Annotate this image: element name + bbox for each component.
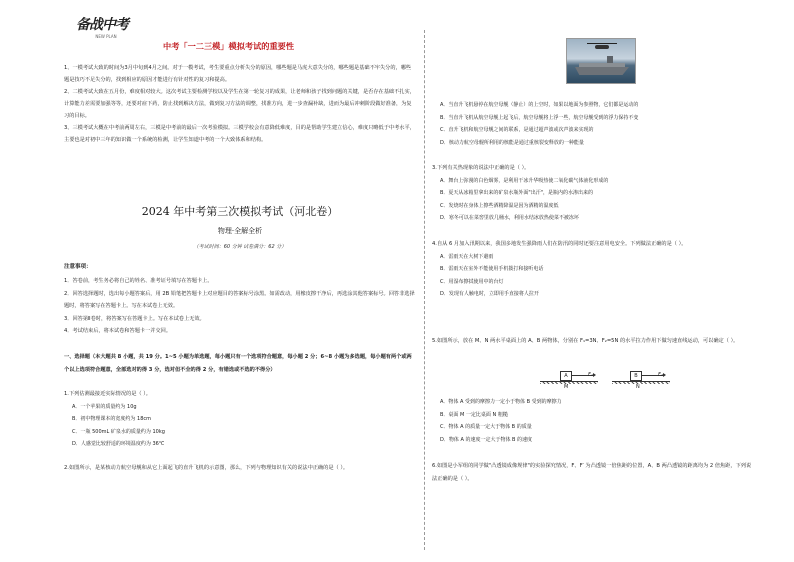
table-n: [612, 381, 670, 384]
option: B．夏天从冰箱里拿出来的矿泉水瓶外面"出汗"，是瓶内的水渗出来的: [440, 190, 594, 196]
helicopter-shape: [595, 45, 609, 49]
option: C．物体 A 的质量一定大于物体 B 的质量: [440, 424, 532, 430]
logo-text: 备战中考: [76, 17, 128, 33]
force-arrow-f1: [572, 372, 594, 378]
notes-title: 注意事项：: [64, 264, 92, 270]
question-3: [432, 162, 754, 225]
intro-paragraph: 1、一模考试大致的时间为3月中旬到4月之间。对于一模考试，考生要重点分析失分的原因，哪些题是马虎大意失分的，哪些题是基础不牢失分的，哪些题是技巧不足失分的，找到相应的原因才能进行有针对性的复习和提高。: [64, 65, 412, 83]
column-divider: [424, 30, 425, 550]
question-stem: 1.下列估测最接近实际情况的是（ ）。: [64, 391, 151, 397]
note-item: 2．回答选择题时，选出每小题答案后，用 2B 铅笔把答题卡上对应题目的答案标号涂黑。如需改动，用橡皮擦干净后，再选涂其他答案标号。回答非选择题时，将答案写在答题卡上。写在本试卷上无效。: [64, 290, 415, 309]
logo-subtext: NEW PLAN: [95, 34, 117, 39]
force-label-f2: F₂: [658, 372, 663, 378]
block-a: A: [560, 371, 572, 381]
option: D．发现有人触电时，立即用手直接将人拉开: [440, 291, 539, 297]
table-m-label: M: [564, 384, 569, 390]
option: B．雷雨天在室外不能使用手机拨打和接听电话: [440, 266, 544, 272]
option: A．舞台上弥漫的白色烟雾，是利用干冰升华吸热使二氧化碳气体液化形成的: [440, 177, 609, 184]
option: A．一个苹果的质量约为 10g: [72, 403, 137, 410]
question-2: [64, 462, 416, 475]
force-arrow-f2: [642, 372, 664, 378]
note-item: 4．考试结束后，将本试卷和答题卡一并交回。: [64, 328, 172, 334]
question-6: [432, 460, 754, 485]
note-item: 1．答卷前，考生务必将自己的姓名、准考证号填写在答题卡上。: [64, 278, 213, 284]
option: D．物体 A 的速度一定大于物体 B 的速度: [440, 436, 533, 443]
question-2-options: [432, 99, 754, 149]
option: B．当直升飞机从航空母舰上起飞后，航空母舰将上浮一些，航空母舰受到的浮力保持不变: [440, 114, 639, 121]
question-stem: 4.自从 6 月加入汛期以来，我国多地发生强降雨人们在防汛的同时还要注意用电安全。下列做法正确的是（ ）。: [432, 241, 687, 247]
question-stem: 3.下列有关热现象的说法中正确的是（ ）。: [432, 165, 530, 171]
section-heading: 一、选择题（本大题共 8 小题，共 19 分。1~5 小题为单选题，每小题只有一个选项符合题意，每小题 2 分；6~8 小题为多选题，每小题有两个或两个以上选项符合题意，全部选对的得 3 分，选对但不全的得 2 分，有错选或不选的不得分）: [64, 354, 412, 373]
aircraft-carrier-image: [566, 38, 636, 84]
option: C．一瓶 500mL 矿泉水的质量约为 10kg: [72, 428, 165, 435]
ship-hull-shape: [575, 67, 629, 75]
question-stem: 2.如图所示，是某核动力航空母舰和从它上面起飞的直升飞机的示意图，那么，下列与物理知识有关的说法中正确的是（ ）。: [64, 465, 349, 471]
table-n-label: N: [636, 384, 640, 390]
option: C．发烧时在身体上擦些酒精降温是因为酒精的温度低: [440, 202, 559, 209]
intro-text: [64, 62, 416, 146]
question-5-options: [432, 396, 754, 446]
force-label-f1: F₁: [588, 372, 593, 378]
question-5: [432, 335, 754, 348]
exam-title: 2024 年中考第三次模拟考试（河北卷）: [141, 205, 339, 218]
option: D．核动力航空母舰所利用的核能是通过重核裂变释放的一种能量: [440, 139, 584, 146]
note-item: 3．回答第Ⅱ卷时，将答案写在答题卡上。写在本试卷上无效。: [64, 315, 205, 322]
notes-list: [64, 275, 416, 338]
exam-time: （考试时间：60 分钟 试卷满分：62 分）: [193, 244, 287, 250]
header-title: 中考「一二三模」模拟考试的重要性: [163, 41, 295, 51]
exam-subject: 物理·全解全析: [217, 227, 263, 235]
question-1: [64, 388, 416, 451]
intro-paragraph: 3、三模考试大概在中考前两周左右，三模是中考前的最后一次考验模拟。三模学校会有意降低难度，目的是帮助学生建立信心，难度只略低于中考水平，主要也是对初中三年的知识做一个系统的检测，让学生知道中考的一个大致体系和结构。: [64, 125, 415, 143]
option: A．物体 A 受到的摩擦力一定小于物体 B 受到的摩擦力: [440, 399, 562, 405]
logo: [76, 14, 136, 44]
friction-figure: [540, 371, 663, 393]
option: D．人感觉比较舒适的环境温度约为 36℃: [72, 441, 165, 447]
question-4: [432, 238, 754, 301]
block-b: B: [630, 371, 642, 381]
option: C．直升飞机和航空母舰之间的联系，是通过超声波或次声波来实现的: [440, 127, 594, 133]
option: A．雷雨天在大树下避雨: [440, 253, 494, 260]
option: B．初中物理课本的宽度约为 18cm: [72, 416, 152, 422]
option: C．用湿布擦拭使用中的台灯: [440, 278, 504, 285]
question-stem: 5.如图所示，放在 M、N 两水平桌面上的 A、B 两物体，分别在 F₁=3N、F₂=5N 的水平拉力作用下做匀速直线运动，可以确定（ ）。: [432, 338, 739, 344]
option: B．桌面 M 一定比桌面 N 粗糙: [440, 411, 508, 418]
rotor-shape: [587, 43, 617, 44]
option: A．当直升飞机悬停在航空母舰（静止）的上空时，如果以地面为参照物，它们都是运动的: [440, 102, 639, 108]
table-m: [540, 381, 598, 384]
intro-paragraph: 2、二模考试大致在五月份，难度相对较大。这次考试主要检测学校以及学生在第一轮复习的成果，让老师和孩子找到问题的关键，是否存在基础不扎实，计算能力差需要加强等等，还要对症下药，防止找到解决方法，做到复习方法的调整，找准方向，进一步查漏补缺，进而为最后冲刺阶段做好准备，为复习的目标。: [64, 89, 415, 119]
option: D．寒冬可以在菜窖里放几桶水，利用水结冰放热使菜不被冻坏: [440, 215, 579, 221]
question-stem: 6.如图是小军组的同学做"凸透镜成像规律"的实验探究情况，F、F′ 为凸透镜一倍焦距的位置，A、B 两凸透镜的距离均为 2 倍焦距，下列说法正确的是（ ）。: [432, 463, 752, 482]
